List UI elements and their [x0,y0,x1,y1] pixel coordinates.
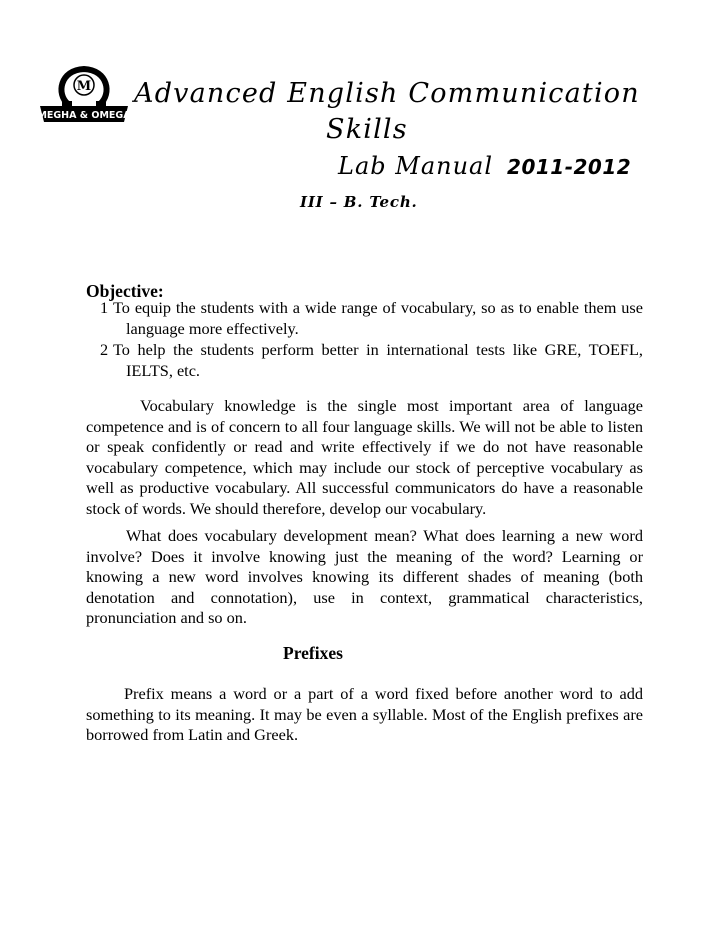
course-name: III – B. Tech. [300,193,418,211]
logo-text: MEGHA & OMEGA [38,110,130,121]
objective-number: 2 [100,340,109,359]
paragraph-vocabulary-knowledge: Vocabulary knowledge is the single most important area of language competence and is of concern to all four language skills. We will not be able to listen or speak confidently or read and write effectively if we do not have reasonable vocabulary competence, which may include our stock of perceptive vocabulary as well as productive vocabulary. All successful communicators do have a reasonable stock of words. We should therefore, develop our vocabulary. [86,396,643,518]
objective-item [100,298,643,339]
title-line-2: Skills [326,114,408,145]
objective-heading: Objective: [86,281,164,301]
objective-text: To equip the students with a wide range of vocabulary, so as to enable them use language more effectively. [113,298,643,338]
logo-letter: M [76,79,92,94]
paragraph-vocabulary-development: What does vocabulary development mean? What does learning a new word involve? Does it involve knowing just the meaning of the word? Learning or knowing a new word involves knowing its different shades of meaning (both denotation and connotation), use in context, grammatical characteristics, pronunciation and so on. [86,526,643,628]
lab-manual-title: Lab Manual [338,152,494,180]
paragraph-prefix-definition: Prefix means a word or a part of a word fixed before another word to add something to its meaning. It may be even a syllable. Most of the English prefixes are borrowed from Latin and Greek. [86,684,643,745]
objective-number: 1 [100,298,109,317]
megha-omega-logo [38,64,130,132]
title-line-1: Advanced English Communication [134,78,640,109]
subtitle-line [338,152,631,180]
objective-text: To help the students perform better in international tests like GRE, TOEFL, IELTS, etc. [113,340,643,380]
academic-year: 2011-2012 [507,155,632,179]
omega-logo-icon [38,64,130,132]
objective-item [100,340,643,381]
section-heading-prefixes: Prefixes [283,643,343,663]
